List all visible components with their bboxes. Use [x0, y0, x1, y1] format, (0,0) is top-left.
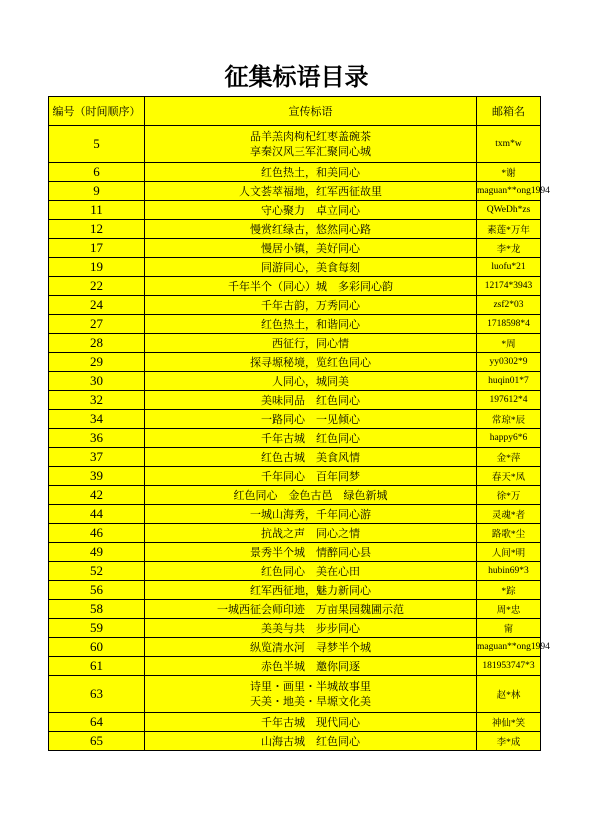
- slogan-line: 红色古城 美食风情: [261, 450, 360, 464]
- cell-number: 58: [49, 600, 145, 619]
- table-row: [49, 581, 541, 600]
- cell-slogan: [145, 524, 477, 543]
- cell-email: maguan**ong1994: [477, 638, 541, 657]
- table-row: [49, 296, 541, 315]
- cell-slogan: [145, 296, 477, 315]
- table-row: [49, 239, 541, 258]
- slogan-line: 红色热土，和美同心: [261, 165, 360, 179]
- table-row: [49, 732, 541, 751]
- cell-slogan: [145, 732, 477, 751]
- table-row: [49, 619, 541, 638]
- table-row: [49, 126, 541, 163]
- cell-email: *踪: [477, 581, 541, 600]
- table-row: [49, 410, 541, 429]
- slogan-line: 赤色半城 邀你同逐: [261, 659, 360, 673]
- slogan-line: 抗战之声 同心之情: [261, 526, 360, 540]
- cell-number: 17: [49, 239, 145, 258]
- table-row: [49, 676, 541, 713]
- cell-email: txm*w: [477, 126, 541, 163]
- cell-slogan: [145, 372, 477, 391]
- cell-slogan: [145, 467, 477, 486]
- slogan-line: 慢居小镇，美好同心: [261, 241, 360, 255]
- table-row: [49, 163, 541, 182]
- table-row: [49, 315, 541, 334]
- cell-email: QWeDh*zs: [477, 201, 541, 220]
- table-row: [49, 524, 541, 543]
- cell-email: 徐*万: [477, 486, 541, 505]
- cell-email: 12174*3943: [477, 277, 541, 296]
- slogan-line: 探寻塬秘境，览红色同心: [250, 355, 371, 369]
- cell-slogan: [145, 638, 477, 657]
- cell-slogan: [145, 505, 477, 524]
- slogan-line: 人同心，城同美: [272, 374, 349, 388]
- cell-email: 神仙*笑: [477, 713, 541, 732]
- cell-number: 30: [49, 372, 145, 391]
- cell-slogan: [145, 277, 477, 296]
- table-row: [49, 353, 541, 372]
- cell-number: 24: [49, 296, 145, 315]
- cell-number: 6: [49, 163, 145, 182]
- table-row: [49, 429, 541, 448]
- table-row: [49, 334, 541, 353]
- slogan-line: 人文荟萃福地，红军西征故里: [239, 184, 382, 198]
- slogan-line: 千年同心 百年同梦: [261, 469, 360, 483]
- cell-slogan: [145, 676, 477, 713]
- cell-email: 赵*林: [477, 676, 541, 713]
- table-row: [49, 277, 541, 296]
- slogan-line: 天美・地美・旱塬文化美: [250, 695, 371, 708]
- cell-number: 34: [49, 410, 145, 429]
- cell-email: 甯: [477, 619, 541, 638]
- cell-slogan: [145, 486, 477, 505]
- table-row: [49, 220, 541, 239]
- table-row: [49, 182, 541, 201]
- cell-slogan: [145, 201, 477, 220]
- cell-email: 素莲*万年: [477, 220, 541, 239]
- slogan-line: 景秀半个城 情醉同心县: [250, 545, 371, 559]
- slogan-line: 品羊羔肉枸杞红枣盖碗茶: [250, 130, 371, 143]
- cell-number: 65: [49, 732, 145, 751]
- cell-email: 灵魂*者: [477, 505, 541, 524]
- slogan-line: 美美与共 步步同心: [261, 621, 360, 635]
- cell-email: huqin01*7: [477, 372, 541, 391]
- cell-slogan: [145, 410, 477, 429]
- cell-email: 197612*4: [477, 391, 541, 410]
- cell-slogan: [145, 657, 477, 676]
- table-row: [49, 391, 541, 410]
- cell-email: 1718598*4: [477, 315, 541, 334]
- cell-slogan: [145, 163, 477, 182]
- slogan-table: [48, 96, 550, 751]
- cell-email: *周: [477, 334, 541, 353]
- cell-email: maguan**ong1994: [477, 182, 541, 201]
- cell-number: 42: [49, 486, 145, 505]
- table-row: [49, 543, 541, 562]
- cell-slogan: [145, 619, 477, 638]
- cell-slogan: [145, 239, 477, 258]
- cell-slogan: [145, 182, 477, 201]
- table-row: [49, 638, 541, 657]
- slogan-line: 享秦汉风三军汇聚同心城: [250, 145, 371, 158]
- cell-slogan: [145, 543, 477, 562]
- cell-number: 22: [49, 277, 145, 296]
- cell-email: hubin69*3: [477, 562, 541, 581]
- table-row: [49, 562, 541, 581]
- cell-number: 60: [49, 638, 145, 657]
- cell-slogan: [145, 429, 477, 448]
- cell-number: 56: [49, 581, 145, 600]
- cell-number: 64: [49, 713, 145, 732]
- cell-number: 19: [49, 258, 145, 277]
- table-row: [49, 713, 541, 732]
- cell-slogan: [145, 126, 477, 163]
- cell-slogan: [145, 334, 477, 353]
- cell-number: 63: [49, 676, 145, 713]
- cell-number: 12: [49, 220, 145, 239]
- cell-email: *谢: [477, 163, 541, 182]
- cell-slogan: [145, 713, 477, 732]
- cell-email: 周*忠: [477, 600, 541, 619]
- slogan-line: 美味同品 红色同心: [261, 393, 360, 407]
- cell-number: 27: [49, 315, 145, 334]
- slogan-line: 纵览清水河 寻梦半个城: [250, 640, 371, 654]
- cell-email: 人间*明: [477, 543, 541, 562]
- table-row: [49, 467, 541, 486]
- cell-slogan: [145, 258, 477, 277]
- cell-number: 39: [49, 467, 145, 486]
- table-row: [49, 201, 541, 220]
- cell-slogan: [145, 562, 477, 581]
- slogan-line: 山海古城 红色同心: [261, 734, 360, 748]
- cell-email: 金*萍: [477, 448, 541, 467]
- cell-number: 29: [49, 353, 145, 372]
- page-title: 征集标语目录: [224, 62, 369, 91]
- cell-email: 常琼*辰: [477, 410, 541, 429]
- cell-slogan: [145, 220, 477, 239]
- table-row: [49, 258, 541, 277]
- cell-email: 李*龙: [477, 239, 541, 258]
- cell-number: 49: [49, 543, 145, 562]
- cell-slogan: [145, 353, 477, 372]
- slogan-line: 红色同心 金色古邑 绿色新城: [233, 488, 388, 502]
- table-row: [49, 600, 541, 619]
- header-email: 邮箱名: [477, 97, 541, 126]
- cell-number: 5: [49, 126, 145, 163]
- cell-number: 59: [49, 619, 145, 638]
- table-row: [49, 448, 541, 467]
- cell-email: 181953747*3: [477, 657, 541, 676]
- table-row: [49, 486, 541, 505]
- cell-number: 32: [49, 391, 145, 410]
- cell-slogan: [145, 448, 477, 467]
- cell-number: 11: [49, 201, 145, 220]
- cell-email: 李*成: [477, 732, 541, 751]
- cell-email: yy0302*9: [477, 353, 541, 372]
- table-row: [49, 657, 541, 676]
- slogan-line: 诗里・画里・半城故事里: [250, 680, 371, 693]
- slogan-line: 红色热土，和谐同心: [261, 317, 360, 331]
- cell-slogan: [145, 581, 477, 600]
- slogan-line: 千年古韵，万秀同心: [261, 298, 360, 312]
- slogan-line: 一路同心 一见倾心: [261, 412, 360, 426]
- cell-number: 36: [49, 429, 145, 448]
- table-header-row: [49, 97, 541, 126]
- cell-email: 春天*凤: [477, 467, 541, 486]
- cell-slogan: [145, 391, 477, 410]
- cell-slogan: [145, 315, 477, 334]
- cell-slogan: [145, 600, 477, 619]
- cell-number: 9: [49, 182, 145, 201]
- cell-number: 46: [49, 524, 145, 543]
- table-row: [49, 505, 541, 524]
- cell-email: happy6*6: [477, 429, 541, 448]
- header-number: 编号（时间顺序）: [49, 97, 145, 126]
- slogan-line: 千年古城 现代同心: [261, 715, 360, 729]
- cell-number: 61: [49, 657, 145, 676]
- cell-email: 路歌*尘: [477, 524, 541, 543]
- cell-email: luofu*21: [477, 258, 541, 277]
- slogan-line: 千年半个（同心）城 多彩同心韵: [228, 279, 393, 293]
- slogan-line: 红色同心 美在心田: [261, 564, 360, 578]
- table-row: [49, 372, 541, 391]
- cell-number: 28: [49, 334, 145, 353]
- cell-number: 44: [49, 505, 145, 524]
- slogan-line: 一城西征会师印迹 万亩果园魏圃示范: [217, 602, 404, 616]
- slogan-line: 一城山海秀，千年同心游: [250, 507, 371, 521]
- slogan-line: 红军西征地，魅力新同心: [250, 583, 371, 597]
- cell-email: zsf2*03: [477, 296, 541, 315]
- slogan-line: 同游同心，美食每刻: [261, 260, 360, 274]
- slogan-line: 千年古城 红色同心: [261, 431, 360, 445]
- slogan-line: 慢赏红绿古，悠然同心路: [250, 222, 371, 236]
- cell-number: 37: [49, 448, 145, 467]
- slogan-line: 守心聚力 卓立同心: [261, 203, 360, 217]
- cell-number: 52: [49, 562, 145, 581]
- header-slogan: 宣传标语: [145, 97, 477, 126]
- slogan-line: 西征行，同心情: [272, 336, 349, 350]
